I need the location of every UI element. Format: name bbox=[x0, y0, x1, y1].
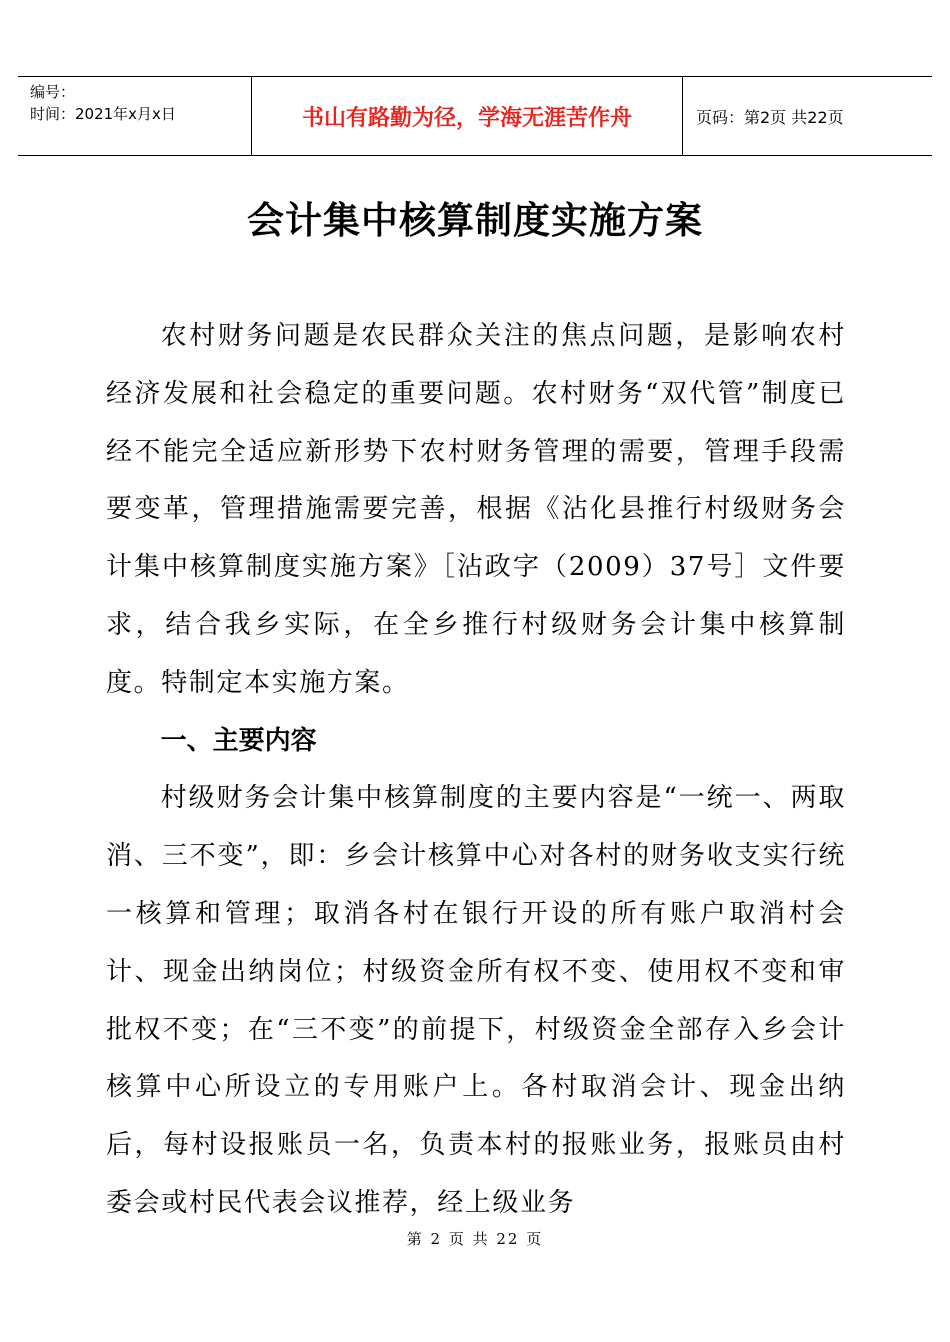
header-meta-cell bbox=[18, 77, 252, 155]
page-info-text: 页码：第2页 共22页 bbox=[696, 107, 844, 127]
paragraph-main-content: 村级财务会计集中核算制度的主要内容是“一统一、两取消、三不变”，即：乡会计核算中心对各村的财务收支实行统一核算和管理；取消各村在银行开设的所有账户取消村会计、现金出纳岗位；村级资金所有权不变、使用权不变和审批权不变；在“三不变”的前提下，村级资金全部存入乡会计核算中心所设立的专用账户上。各村取消会计、现金出纳后，每村设报账员一名，负责本村的报账业务，报账员由村委会或村民代表会议推荐，经上级业务 bbox=[106, 783, 846, 1218]
page-footer: 第 2 页 共 22 页 bbox=[406, 1230, 544, 1248]
number-label: 编号： bbox=[30, 83, 76, 101]
document-body bbox=[106, 308, 846, 1233]
time-label: 时间：2021年x月x日 bbox=[30, 105, 176, 123]
paragraph-intro: 农村财务问题是农民群众关注的焦点问题，是影响农村经济发展和社会稳定的重要问题。农村财务“双代管”制度已经不能完全适应新形势下农村财务管理的需要，管理手段需要变革，管理措施需要完善，根据《沾化县推行村级财务会计集中核算制度实施方案》［沾政字（2009）37号］文件要求，结合我乡实际，在全乡推行村级财务会计集中核算制度。特制定本实施方案。 bbox=[106, 321, 846, 698]
section-heading-main-content: 一、主要内容 bbox=[160, 725, 317, 756]
document-title: 会计集中核算制度实施方案 bbox=[247, 199, 703, 242]
motto-text: 书山有路勤为径，学海无涯苦作舟 bbox=[301, 105, 632, 131]
document-header bbox=[18, 76, 932, 156]
page-info-cell bbox=[683, 77, 932, 155]
motto-cell bbox=[252, 77, 683, 155]
